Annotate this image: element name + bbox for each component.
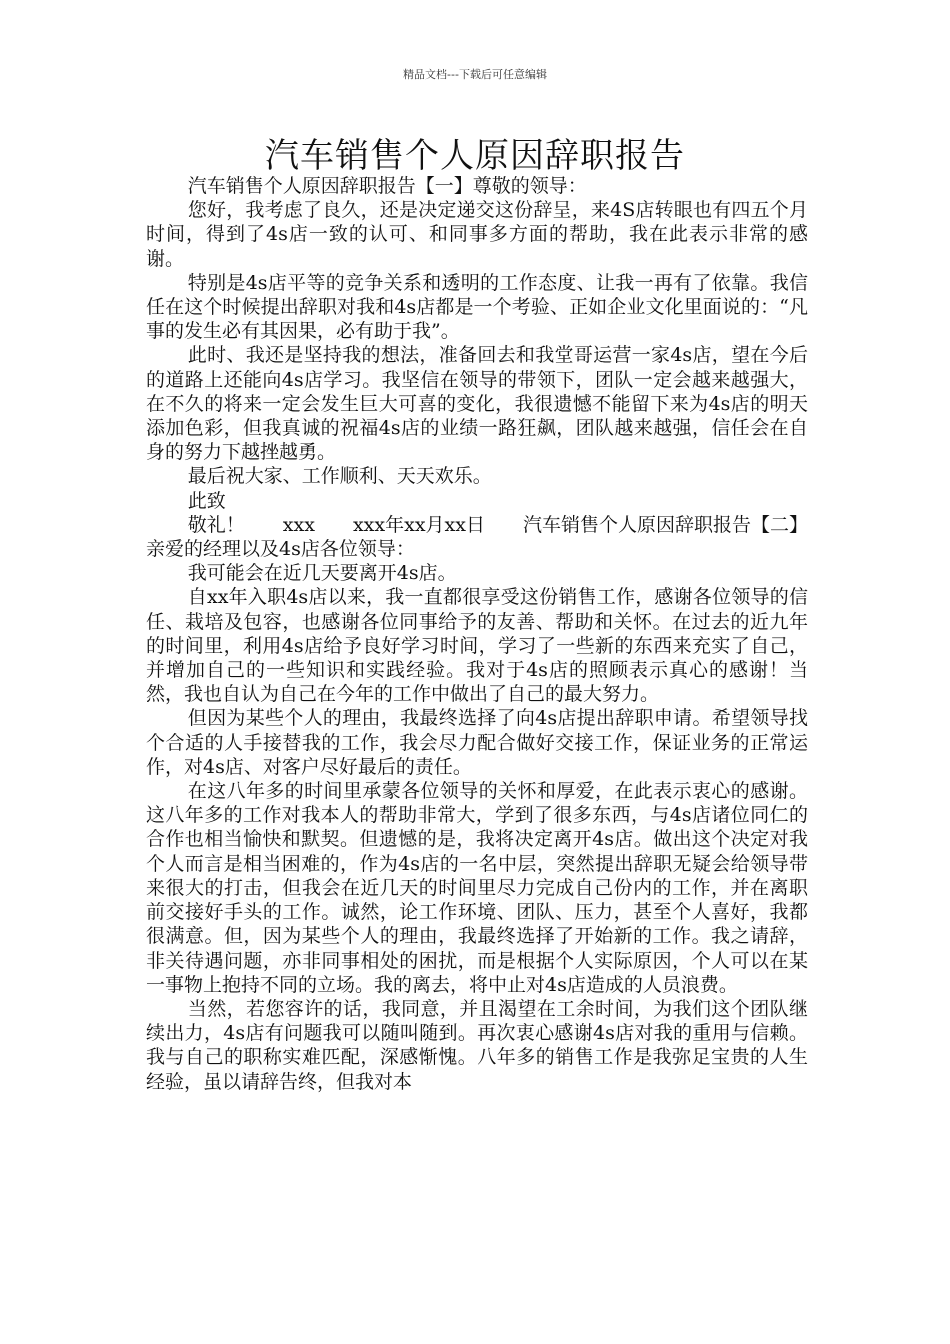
paragraph-intro: 汽车销售个人原因辞职报告【一】尊敬的领导： bbox=[187, 175, 587, 197]
paragraph: 自xx年入职4s店以来，我一直都很享受这份销售工作，感谢各位领导的信任、栽培及包容，也感谢各位同事给予的友善、帮助和关怀。在过去的近九年的时间里，利用4s店给予良好学习时间，学习了一些新的东西来充实了自己，并增加自己的一些知识和实践经验。我对于4s店的照顾表示真心的感谢！当然，我也自认为自己在今年的工作中做出了自己的最大努力。 bbox=[146, 586, 808, 706]
paragraph: 此时、我还是坚持我的想法，准备回去和我堂哥运营一家4s店，望在今后的道路上还能向4s店学习。我坚信在领导的带领下，团队一定会越来越强大，在不久的将来一定会发生巨大可喜的变化，我很遗憾不能留下来为4s店的明天添加色彩，但我真诚的祝福4s店的业绩一路狂飙，团队越来越强，信任会在自身的努力下越挫越勇。 bbox=[146, 344, 808, 464]
paragraph: 最后祝大家、工作顺利、天天欢乐。 bbox=[187, 465, 492, 488]
paragraph: 您好，我考虑了良久，还是决定递交这份辞呈，来4S店转眼也有四五个月时间，得到了4s店一致的认可、和同事多方面的帮助，我在此表示非常的感谢。 bbox=[146, 199, 808, 270]
document-title: 汽车销售个人原因辞职报告 bbox=[265, 136, 685, 176]
document-body bbox=[146, 174, 808, 1094]
paragraph-salutation: 敬礼！ xxx xxx年xx月xx日 汽车销售个人原因辞职报告【二】亲爱的经理以及4s店各位领导： bbox=[146, 513, 808, 561]
paragraph: 但因为某些个人的理由，我最终选择了向4s店提出辞职申请。希望领导找个合适的人手接替我的工作，我会尽力配合做好交接工作，保证业务的正常运作，对4s店、对客户尽好最后的责任。 bbox=[146, 707, 808, 778]
paragraph: 特别是4s店平等的竞争关系和透明的工作态度、让我一再有了依靠。我信任在这个时候提出辞职对我和4s店都是一个考验、正如企业文化里面说的：“凡事的发生必有其因果，必有助于我”。 bbox=[146, 271, 808, 343]
paragraph: 当然，若您容许的话，我同意，并且渴望在工余时间，为我们这个团队继续出力，4s店有问题我可以随叫随到。再次衷心感谢4s店对我的重用与信赖。我与自己的职称实难匹配，深感惭愧。八年多的销售工作是我弥足宝贵的人生经验，虽以请辞告终，但我对本 bbox=[146, 997, 808, 1093]
header-note: 精品文档---下载后可任意编辑 bbox=[403, 68, 547, 81]
paragraph: 在这八年多的时间里承蒙各位领导的关怀和厚爱，在此表示衷心的感谢。这八年多的工作对我本人的帮助非常大，学到了很多东西，与4s店诸位同仁的合作也相当愉快和默契。但遗憾的是，我将决定离开4s店。做出这个决定对我个人而言是相当困难的，作为4s店的一名中层，突然提出辞职无疑会给领导带来很大的打击，但我会在近几天的时间里尽力完成自己份内的工作，并在离职前交接好手头的工作。诚然，论工作环境、团队、压力，甚至个人喜好，我都很满意。但，因为某些个人的理由，我最终选择了开始新的工作。我之请辞，非关待遇问题，亦非同事相处的困扰，而是根据个人实际原因，个人可以在某一事物上抱持不同的立场。我的离去，将中止对4s店造成的人员浪费。 bbox=[146, 780, 808, 996]
paragraph: 我可能会在近几天要离开4s店。 bbox=[187, 562, 457, 585]
paragraph-closing: 此致 bbox=[187, 489, 226, 512]
